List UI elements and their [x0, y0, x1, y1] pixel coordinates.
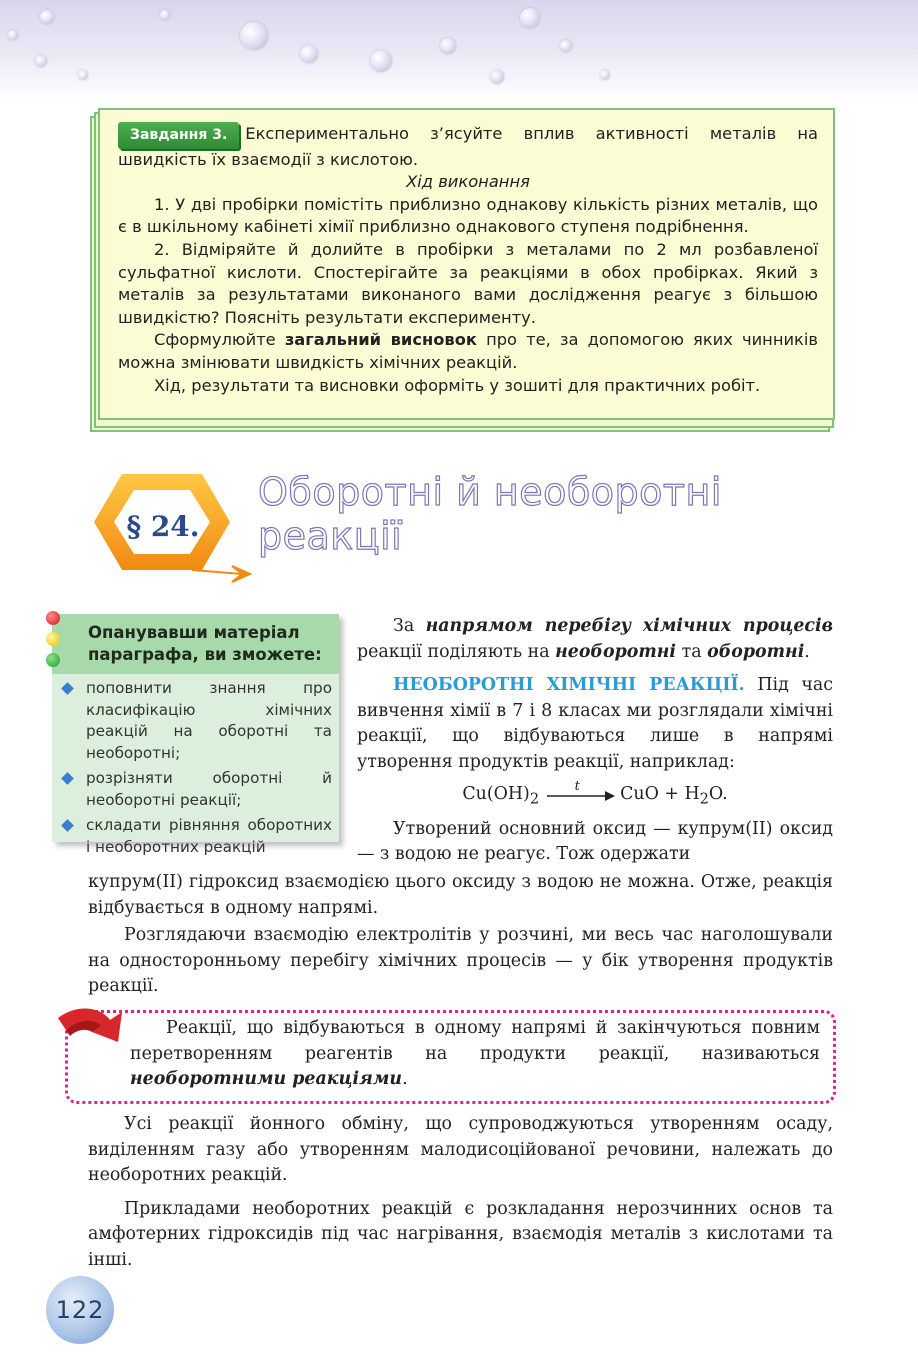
list-item — [60, 768, 332, 811]
eq-condition: t — [574, 779, 580, 795]
paragraph-3-rest: купрум(II) гідроксид взаємодією цього оксиду з водою не можна. Отже, реакція відбувається в одному напрямі. — [88, 872, 833, 918]
bubble-decoration — [560, 40, 572, 52]
lower-column — [88, 1112, 833, 1274]
conclusion-bold: загальний висновок — [284, 330, 477, 350]
green-dot-icon — [46, 653, 60, 667]
bubble-decoration — [300, 45, 318, 63]
paragraph-1 — [357, 614, 833, 665]
main-column — [88, 870, 833, 1000]
emphasis-direction: напрямом перебігу хімічних процесів — [425, 616, 834, 636]
objective-text: складати рівняння оборотних і необоротних реакцій — [86, 816, 332, 856]
task-content — [118, 122, 818, 397]
definition-paragraph — [130, 1016, 820, 1093]
bubble-decoration — [8, 30, 18, 40]
red-dot-icon — [46, 611, 60, 625]
paragraph-2 — [357, 673, 833, 775]
bubble-decoration — [440, 38, 456, 54]
task-badge: Завдання 3. — [118, 122, 239, 149]
bullet-icon — [61, 819, 74, 832]
bullet-icon — [61, 682, 74, 695]
eq-reactant: Cu(OH) — [462, 783, 530, 804]
section-title-line-2: реакції — [258, 514, 403, 558]
objectives-header — [52, 614, 339, 674]
task-conclusion — [118, 329, 818, 374]
paragraph-4: Розглядаючи взаємодію електролітів у розчині, ми весь час наголошували на односторонньому перебігу хімічних процесів — у бік утворення продуктів реакції. — [88, 925, 833, 997]
eq-product: CuO + H — [620, 783, 700, 804]
eq-subscript: 2 — [699, 791, 709, 808]
intro-column — [357, 614, 833, 868]
conclusion-pre: Сформулюйте — [154, 330, 285, 350]
objectives-box — [52, 614, 339, 856]
section-title-line-1: Оборотні й необоротні — [258, 470, 722, 514]
bubble-decoration — [240, 22, 268, 50]
emphasis-term: необоротними реакціями — [130, 1069, 403, 1090]
task-intro-text: Експериментально з’ясуйте вплив активності металів на швидкість їх взаємодії з кислотою. — [118, 124, 818, 169]
task-intro — [118, 122, 818, 171]
text-run: та — [676, 641, 708, 662]
objective-text: поповнити знання про класифікацію хімічних реакцій на оборотні та необоротні; — [86, 679, 332, 762]
section-number: § 24. — [126, 510, 200, 543]
reaction-arrow — [545, 779, 615, 804]
task-final: Хід, результати та висновки оформіть у зошиті для практичних робіт. — [154, 375, 761, 395]
paragraph-6: Прикладами необоротних реакцій є розкладання нерозчинних основ та амфотерних гідроксидів під час нагрівання, взаємодія металів з кислотами та інші. — [88, 1198, 833, 1270]
page-number: 122 — [46, 1276, 114, 1344]
paragraph-5: Усі реакції йонного обміну, що супроводжуються утворенням осаду, виділенням газу або утворенням малодисоційованої речовини, належать до необоротних реакцій. — [88, 1114, 833, 1186]
bullet-icon — [61, 772, 74, 785]
yellow-dot-icon — [46, 632, 60, 646]
subheading-irreversible: НЕОБОРОТНІ ХІМІЧНІ РЕАКЦІЇ. — [393, 675, 745, 696]
list-item — [60, 815, 332, 858]
definition-text — [130, 1016, 820, 1093]
objectives-list — [60, 678, 332, 862]
text-run: За — [393, 616, 426, 636]
chemical-equation — [357, 779, 833, 813]
objectives-heading: Опанувавши матеріал параграфа, ви зможете: — [88, 623, 322, 664]
section-number-badge — [92, 470, 252, 585]
eq-subscript: 2 — [529, 791, 540, 808]
pointer-arrow-icon — [52, 1000, 132, 1060]
objective-text: розрізняти оборотні й необоротні реакції; — [86, 769, 332, 809]
section-title — [258, 470, 722, 558]
bubble-decoration — [160, 10, 170, 20]
bubble-decoration — [78, 70, 88, 80]
list-item — [60, 678, 332, 764]
emphasis-reversible: оборотні — [707, 641, 805, 662]
conclusion-post: про те, за допомогою яких чинників можна змінювати швидкість хімічних реакцій. — [118, 330, 818, 372]
text-run: реакції поділяють на — [357, 641, 556, 662]
bubble-decoration — [600, 70, 610, 80]
paragraph-3-start: Утворений основний оксид — купрум(II) оксид — з водою не реагує. Тож одержати — [357, 818, 833, 865]
text-run: . — [804, 641, 810, 662]
bubble-decoration — [40, 10, 54, 24]
text-run: . — [402, 1069, 408, 1090]
bubble-decoration — [370, 50, 392, 72]
procedure-title: Хід виконання — [406, 172, 530, 192]
eq-product: O. — [708, 783, 728, 804]
task-step-1: 1. У дві пробірки помістіть приблизно однакову кількість різних металів, що є в шкільному кабінеті хімії приблизно однакового ступеня подрібнення. — [118, 194, 818, 237]
bubble-decoration — [35, 55, 47, 67]
text-run: Реакції, що відбуваються в одному напрямі й закінчуються повним перетворенням реагентів на продукти реакції, називаються — [130, 1018, 820, 1064]
task-step-2: 2. Відміряйте й долийте в пробірки з металами по 2 мл розбавленої сульфатної кислоти. Спостерігайте за реакціями в обох пробірках. Який з металів за результатами виконаного вами дослідження реагує з більшою швидкістю? Поясніть результати експерименту. — [118, 239, 818, 327]
decorative-banner — [0, 0, 918, 100]
task-box — [90, 108, 835, 433]
text-run: Під час вивчення хімії в 7 і 8 класах ми розглядали хімічні реакції, що відбуваються лише в напрямі утворення продуктів реакції, наприклад: — [357, 675, 833, 772]
bubble-decoration — [490, 70, 504, 84]
emphasis-irreversible: необоротні — [555, 641, 677, 662]
bubble-decoration — [520, 8, 540, 28]
